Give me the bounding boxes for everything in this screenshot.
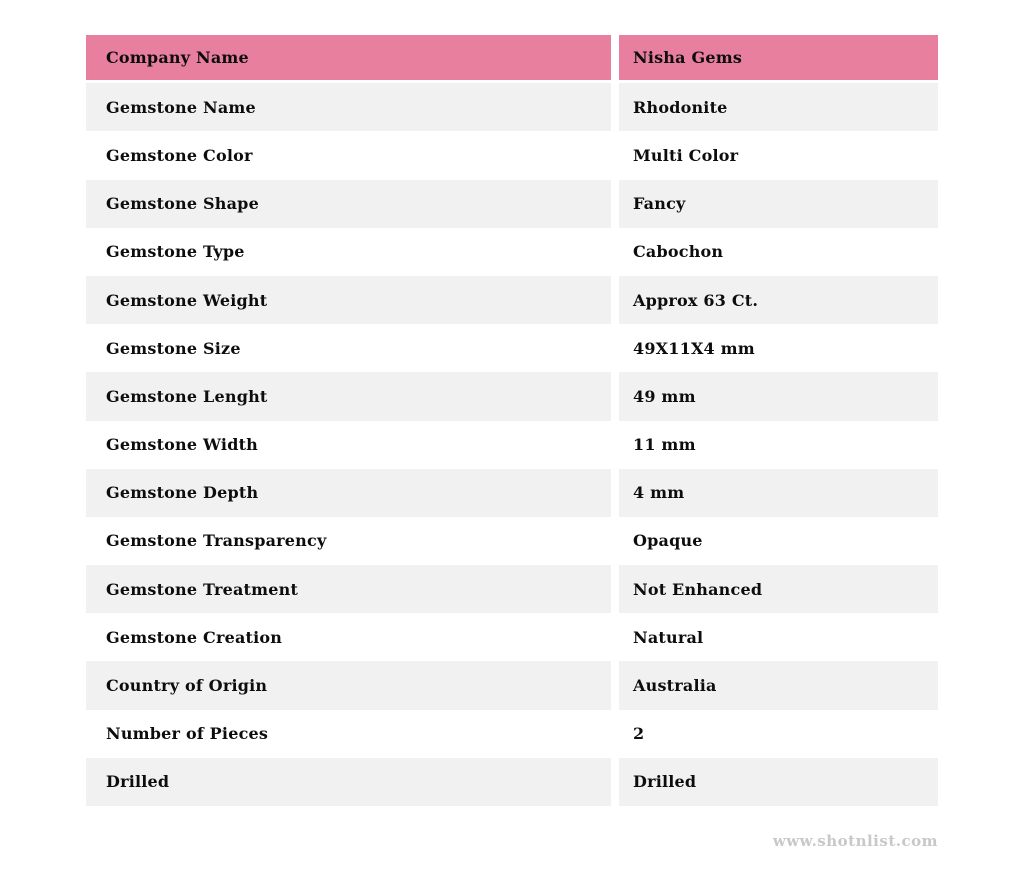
- spec-label-cell: Gemstone Size: [86, 324, 611, 372]
- spec-value-cell: 2: [619, 710, 938, 758]
- spec-label-cell: Gemstone Shape: [86, 180, 611, 228]
- header-company-value-cell: Nisha Gems: [619, 35, 938, 83]
- spec-label-cell: Gemstone Color: [86, 131, 611, 179]
- table-body: [86, 83, 938, 806]
- gemstone-spec-table: [86, 35, 938, 806]
- table-row: [86, 661, 938, 709]
- spec-value-cell: Not Enhanced: [619, 565, 938, 613]
- table-row: [86, 565, 938, 613]
- spec-label-cell: Drilled: [86, 758, 611, 806]
- spec-label-cell: Gemstone Creation: [86, 613, 611, 661]
- table-row: [86, 228, 938, 276]
- table-row: [86, 758, 938, 806]
- table-row: [86, 469, 938, 517]
- table-row: [86, 131, 938, 179]
- spec-label-cell: Gemstone Lenght: [86, 372, 611, 420]
- table-row: [86, 421, 938, 469]
- spec-value-cell: 4 mm: [619, 469, 938, 517]
- spec-label-cell: Gemstone Type: [86, 228, 611, 276]
- spec-value-cell: Rhodonite: [619, 83, 938, 131]
- table-row: [86, 613, 938, 661]
- spec-label-cell: Gemstone Name: [86, 83, 611, 131]
- spec-label-cell: Gemstone Depth: [86, 469, 611, 517]
- table-row: [86, 517, 938, 565]
- spec-value-cell: Approx 63 Ct.: [619, 276, 938, 324]
- table-row: [86, 83, 938, 131]
- table-row: [86, 276, 938, 324]
- spec-value-cell: Cabochon: [619, 228, 938, 276]
- spec-value-cell: 49 mm: [619, 372, 938, 420]
- table-row: [86, 324, 938, 372]
- table-row: [86, 710, 938, 758]
- watermark-text: www.shotnlist.com: [772, 832, 938, 850]
- spec-label-cell: Gemstone Weight: [86, 276, 611, 324]
- table-header-row: [86, 35, 938, 83]
- spec-value-cell: 49X11X4 mm: [619, 324, 938, 372]
- spec-value-cell: Drilled: [619, 758, 938, 806]
- spec-value-cell: 11 mm: [619, 421, 938, 469]
- spec-label-cell: Gemstone Treatment: [86, 565, 611, 613]
- table-row: [86, 180, 938, 228]
- spec-value-cell: Multi Color: [619, 131, 938, 179]
- spec-label-cell: Gemstone Transparency: [86, 517, 611, 565]
- spec-value-cell: Australia: [619, 661, 938, 709]
- table-row: [86, 372, 938, 420]
- spec-value-cell: Natural: [619, 613, 938, 661]
- header-company-name-cell: Company Name: [86, 35, 611, 83]
- spec-label-cell: Number of Pieces: [86, 710, 611, 758]
- spec-value-cell: Opaque: [619, 517, 938, 565]
- spec-value-cell: Fancy: [619, 180, 938, 228]
- spec-label-cell: Gemstone Width: [86, 421, 611, 469]
- spec-label-cell: Country of Origin: [86, 661, 611, 709]
